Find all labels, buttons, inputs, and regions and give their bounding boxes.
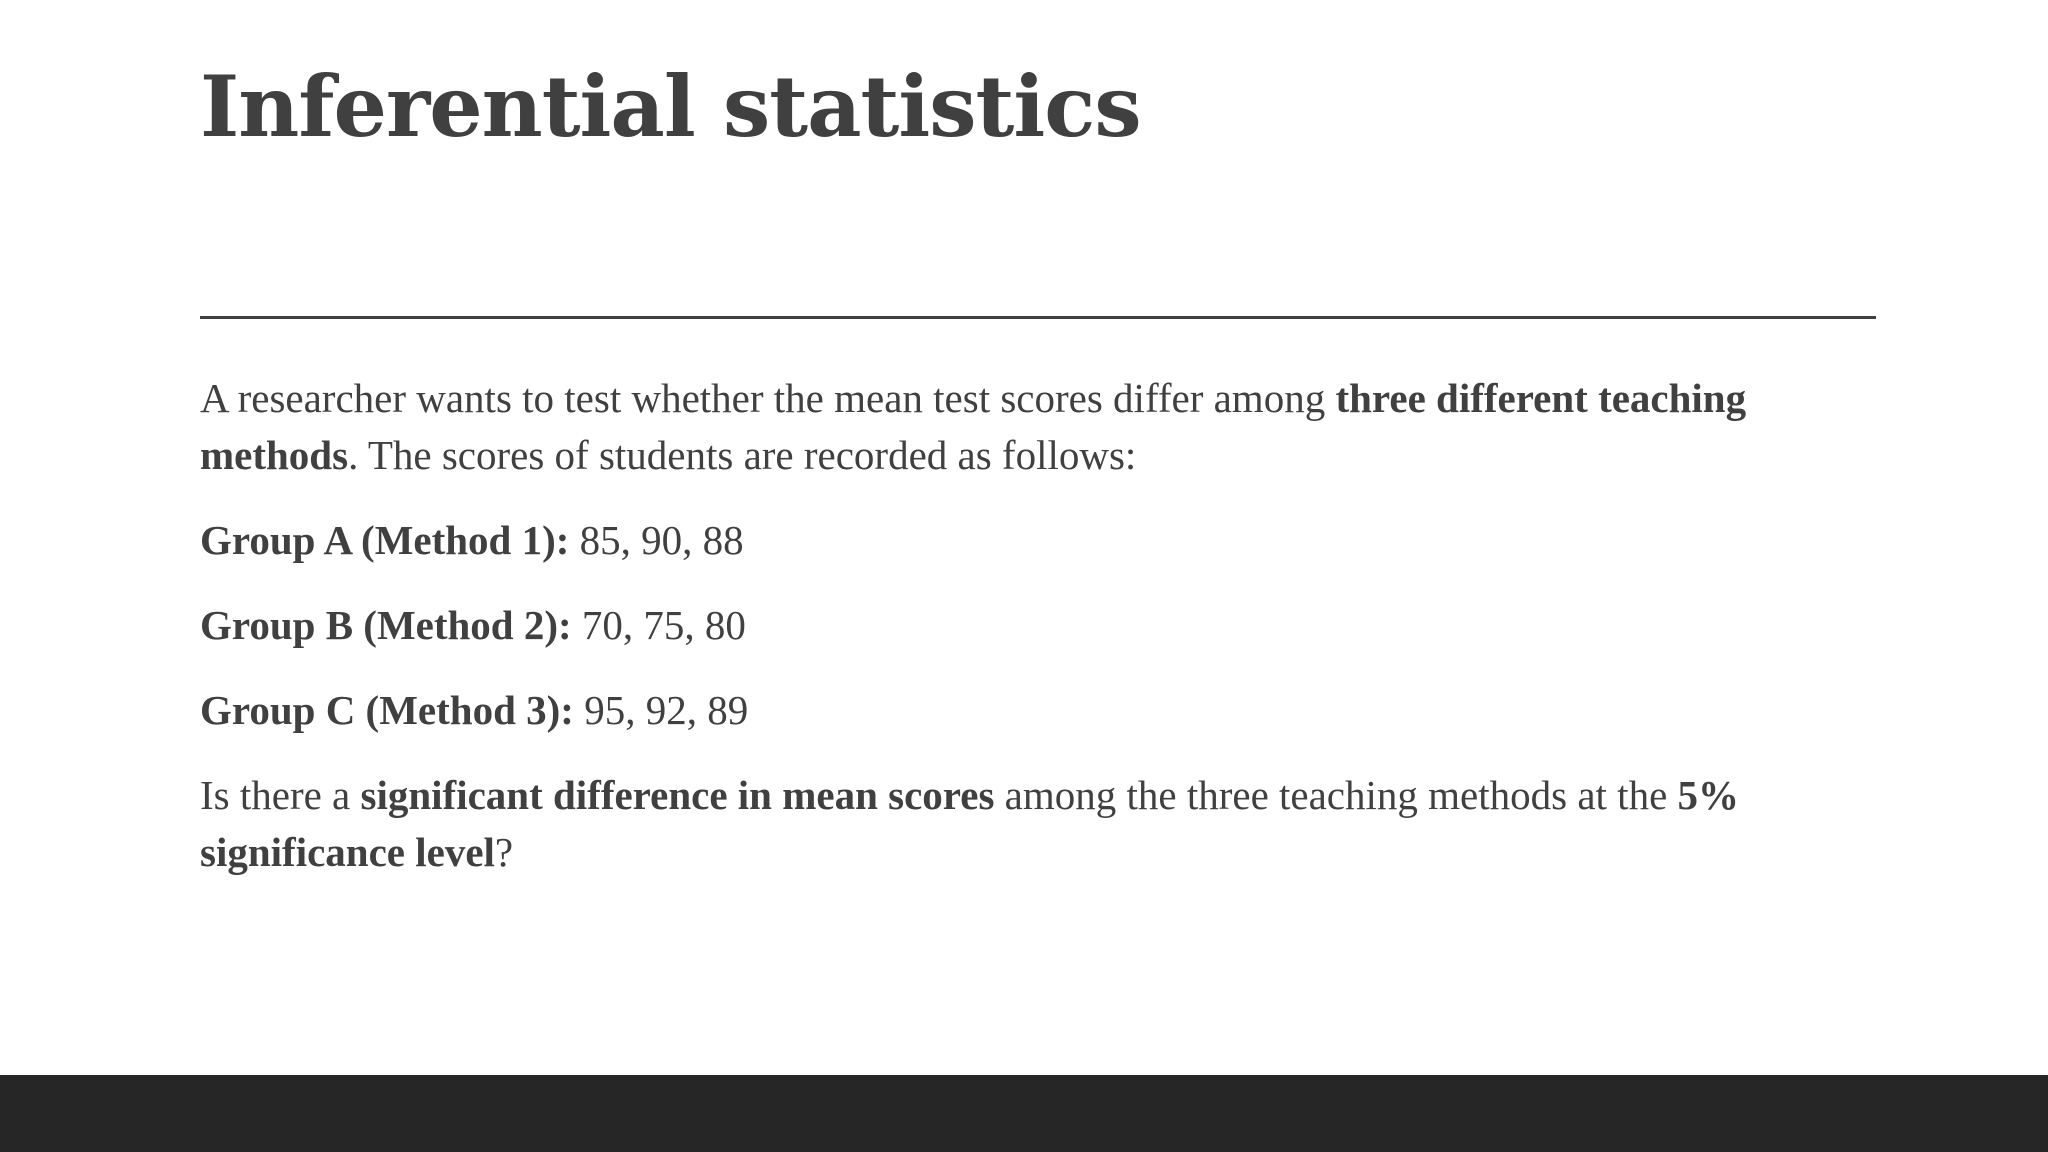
question-text-1: Is there a xyxy=(200,772,361,818)
intro-text-2: . The scores of students are recorded as follows: xyxy=(348,432,1137,478)
intro-text-1: A researcher wants to test whether the mean test scores differ among xyxy=(200,375,1336,421)
group-a-line xyxy=(200,512,1880,569)
group-a-scores: 85, 90, 88 xyxy=(569,517,744,563)
question-emphasis-2: 5% significance level xyxy=(200,772,1740,875)
slide-body xyxy=(200,370,1880,909)
group-c-label: Group C (Method 3): xyxy=(200,687,574,733)
question-text-3: ? xyxy=(494,829,514,875)
question-emphasis-1: significant difference in mean scores xyxy=(360,772,995,818)
group-b-label: Group B (Method 2): xyxy=(200,602,572,648)
title-divider xyxy=(200,316,1876,319)
group-a-label: Group A (Method 1): xyxy=(200,517,570,563)
slide-title: Inferential statistics xyxy=(200,57,1141,156)
question-text-2: among the three teaching methods at the xyxy=(994,772,1678,818)
intro-emphasis: three different teaching methods xyxy=(200,375,1747,478)
group-c-line xyxy=(200,682,1880,739)
question-paragraph xyxy=(200,767,1880,881)
group-b-scores: 70, 75, 80 xyxy=(571,602,746,648)
footer-bar xyxy=(0,1075,2048,1152)
group-b-line xyxy=(200,597,1880,654)
intro-paragraph xyxy=(200,370,1880,484)
group-c-scores: 95, 92, 89 xyxy=(573,687,749,733)
